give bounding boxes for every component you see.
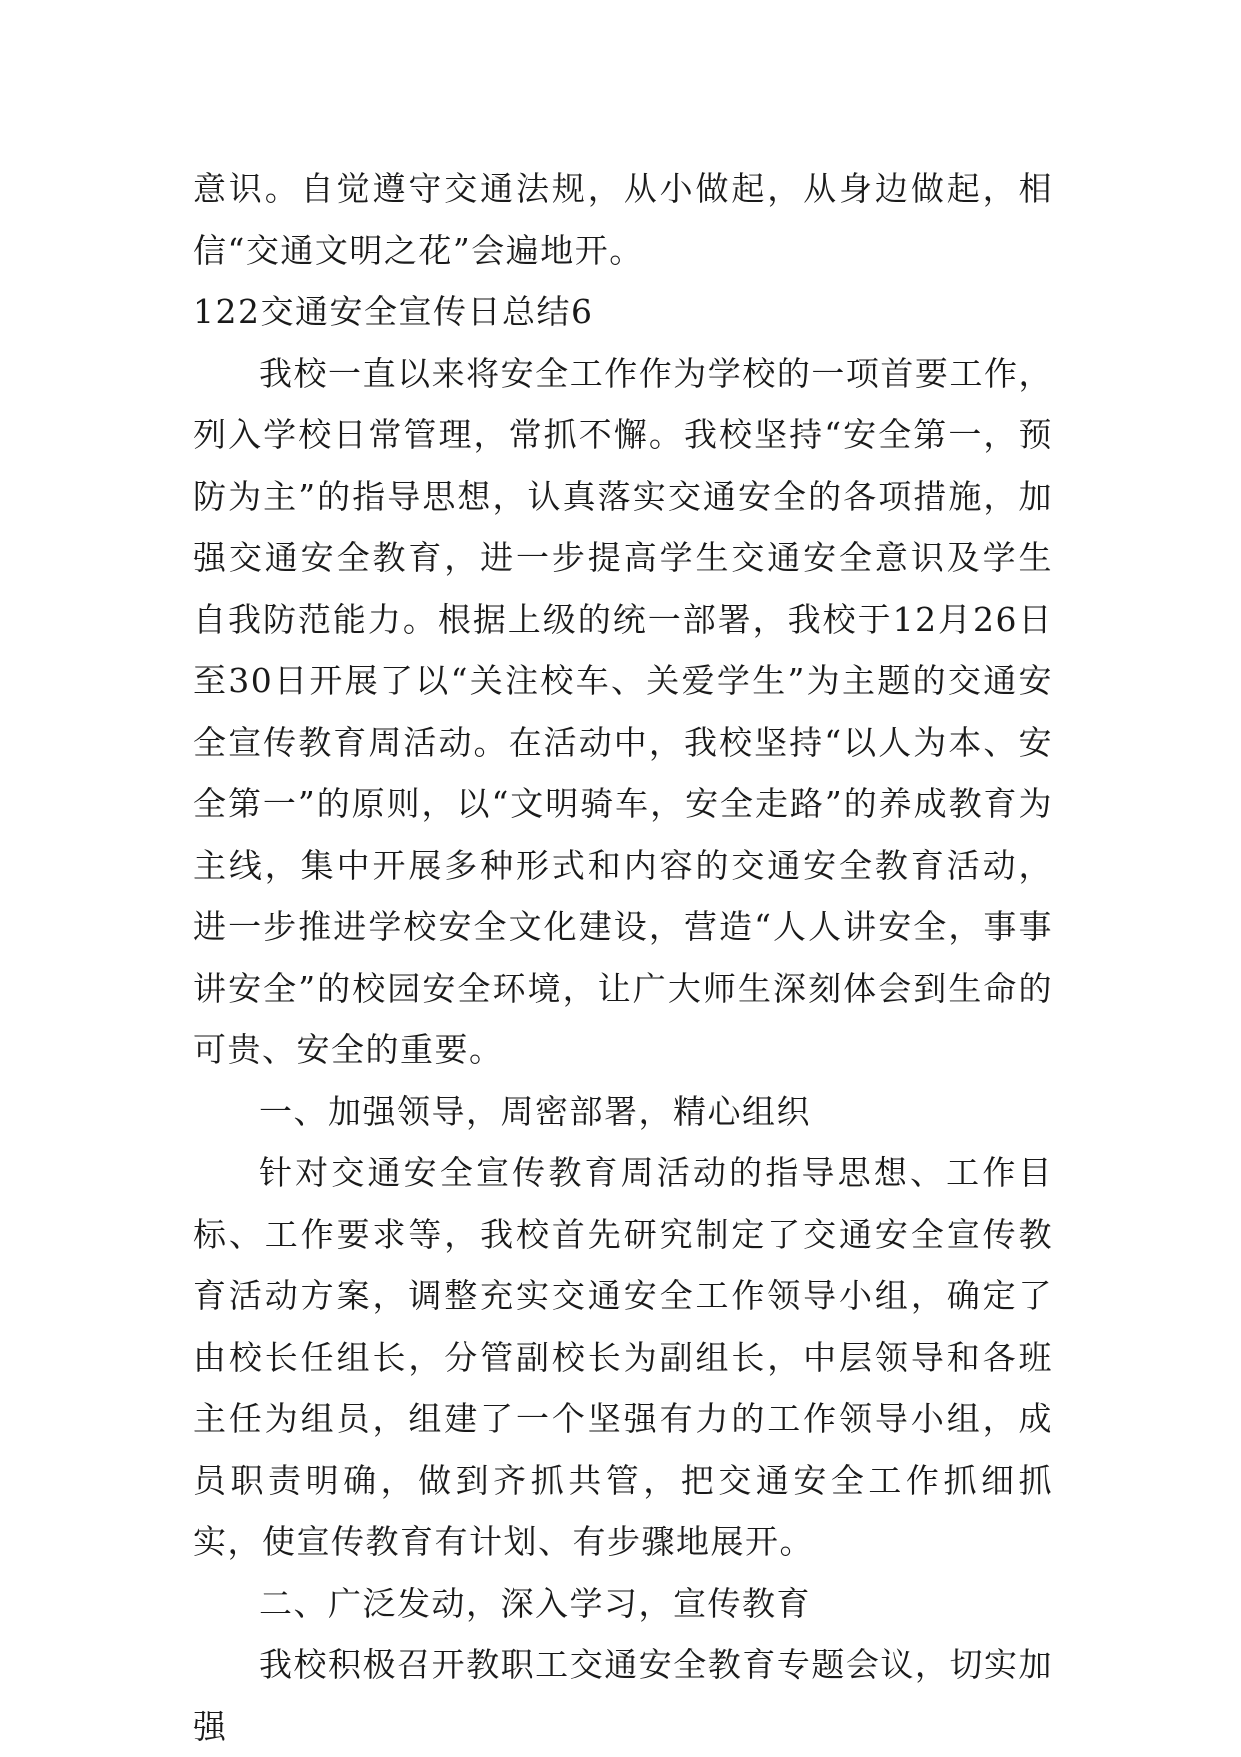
subheading-leadership: 一、加强领导，周密部署，精心组织	[259, 1091, 811, 1131]
subheading-mobilization: 二、广泛发动，深入学习，宣传教育	[259, 1583, 811, 1623]
paragraph-continuation: 意识。自觉遵守交通法规，从小做起，从身边做起，相信“交通文明之花”会遍地开。	[193, 169, 1053, 270]
section-heading: 122交通安全宣传日总结6	[193, 292, 594, 331]
paragraph-mobilization: 我校积极召开教职工交通安全教育专题会议，切实加强	[193, 1645, 1053, 1746]
paragraph-leadership: 针对交通安全宣传教育周活动的指导思想、工作目标、工作要求等，我校首先研究制定了交通安全宣传教育活动方案，调整充实交通安全工作领导小组，确定了由校长任组长，分管副校长为副组长，中层领导和各班主任为组员，组建了一个坚强有力的工作领导小组，成员职责明确，做到齐抓共管，把交通安全工作抓细抓实，使宣传教育有计划、有步骤地展开。	[193, 1153, 1053, 1561]
paragraph-intro: 我校一直以来将安全工作作为学校的一项首要工作，列入学校日常管理，常抓不懈。我校坚持“安全第一，预防为主”的指导思想，认真落实交通安全的各项措施，加强交通安全教育，进一步提高学生交通安全意识及学生自我防范能力。根据上级的统一部署，我校于12月26日至30日开展了以“关注校车、关爱学生”为主题的交通安全宣传教育周活动。在活动中，我校坚持“以人为本、安全第一”的原则，以“文明骑车，安全走路”的养成教育为主线，集中开展多种形式和内容的交通安全教育活动，进一步推进学校安全文化建设，营造“人人讲安全，事事讲安全”的校园安全环境，让广大师生深刻体会到生命的可贵、安全的重要。	[193, 353, 1053, 1069]
document-body	[193, 158, 1053, 1757]
